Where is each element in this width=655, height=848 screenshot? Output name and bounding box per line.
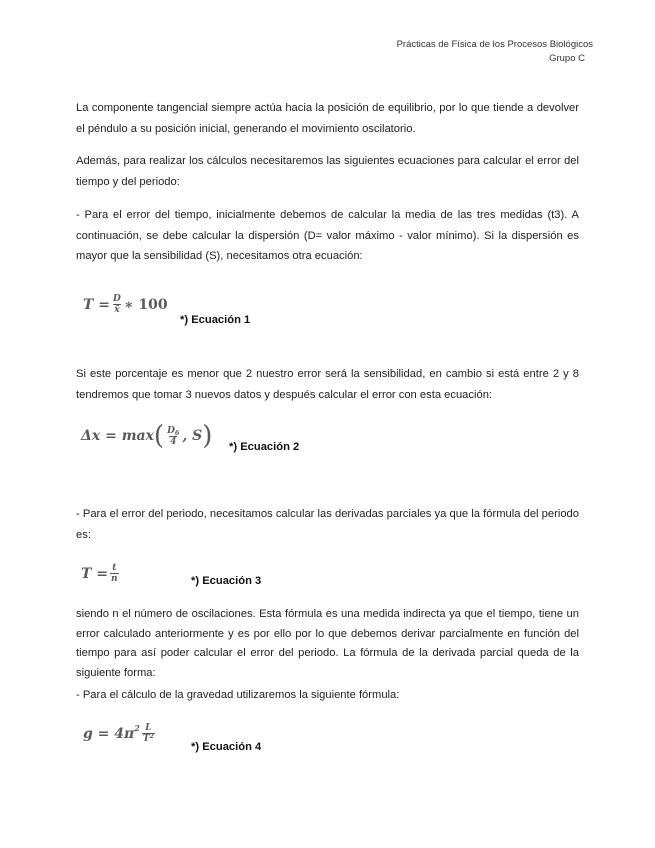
- equation-4-numerator: L: [145, 723, 152, 733]
- equation-2-tail: , S: [182, 428, 203, 444]
- paragraph-oscillations: siendo n el número de oscilaciones. Esta fórmula es una medida indirecta ya que el tiempo, tiene un error calculado anteriormente y es por ello por lo que debemos derivar parcialmente en función del tiempo para así poder calcular el error del periodo. La fórmula de la derivada parcial queda de la siguiente forma:: [76, 608, 579, 679]
- paragraph-tangential-component: La componente tangencial siempre actúa hacia la posición de equilibrio, por lo que tiende a devolver el péndulo a su posición inicial, generando el movimiento oscilatorio.: [76, 102, 579, 135]
- paragraph-gravity: - Para el cálculo de la gravedad utilizaremos la siguiente fórmula:: [76, 689, 400, 701]
- equation-3-numerator: t: [112, 563, 117, 573]
- equation-4-lhs: g = 4π: [83, 725, 135, 742]
- equation-2-fraction: [166, 426, 180, 447]
- equation-4-denominator: $T^2$: [142, 732, 155, 744]
- equation-2-close-paren: ): [202, 421, 213, 451]
- equation-3-fraction: [110, 563, 119, 584]
- paragraph-calculations-intro: Además, para realizar los cálculos necesitaremos las siguientes ecuaciones para calcular el error del tiempo y del periodo:: [76, 155, 579, 188]
- paragraph-period-error: - Para el error del periodo, necesitamos calcular las derivadas parciales ya que la fórmula del periodo es:: [76, 508, 579, 541]
- equation-4-label: *) Ecuación 4: [191, 741, 262, 753]
- equation-3-denominator: n: [111, 574, 118, 584]
- equation-2-lhs: Δx = max: [81, 428, 154, 444]
- equation-1-tail: ∗ 100: [123, 296, 168, 313]
- equation-4: [83, 723, 157, 744]
- equation-2-numerator: $D_6$: [167, 425, 180, 437]
- equation-3: [81, 563, 121, 584]
- equation-4-fraction: [142, 723, 155, 744]
- page-header: [397, 38, 593, 65]
- equation-2-label: *) Ecuación 2: [229, 441, 300, 453]
- equation-1-label: *) Ecuación 1: [180, 314, 251, 326]
- equation-4-exponent: 2: [134, 722, 140, 733]
- paragraph-percentage: Si este porcentaje es menor que 2 nuestro error será la sensibilidad, en cambio si está entre 2 y 8 tendremos que tomar 3 nuevos datos y después calcular el error con esta ecuación:: [76, 368, 579, 401]
- equation-3-lhs: T =: [81, 565, 109, 582]
- equation-2-open-paren: (: [153, 421, 165, 451]
- equation-1-fraction: [112, 294, 122, 315]
- equation-1-denominator: x̄: [114, 305, 120, 315]
- paragraph-time-error: - Para el error del tiempo, inicialmente debemos de calcular la media de las tres medidas (t3). A continuación, se debe calcular la dispersión (D= valor máximo - valor mínimo). Si la dispersión es mayor que la sensibilidad (S), necesitamos otra ecuación:: [76, 209, 579, 262]
- equation-1-numerator: D: [113, 294, 121, 304]
- equation-2-denominator: 4: [170, 436, 177, 447]
- equation-1-lhs: T =: [83, 296, 111, 313]
- equation-2: [81, 423, 212, 449]
- equation-3-label: *) Ecuación 3: [191, 575, 262, 587]
- equation-1: [83, 294, 168, 315]
- header-group: Grupo C: [549, 52, 585, 64]
- header-course-title: Prácticas de Física de los Procesos Biológicos: [396, 39, 593, 50]
